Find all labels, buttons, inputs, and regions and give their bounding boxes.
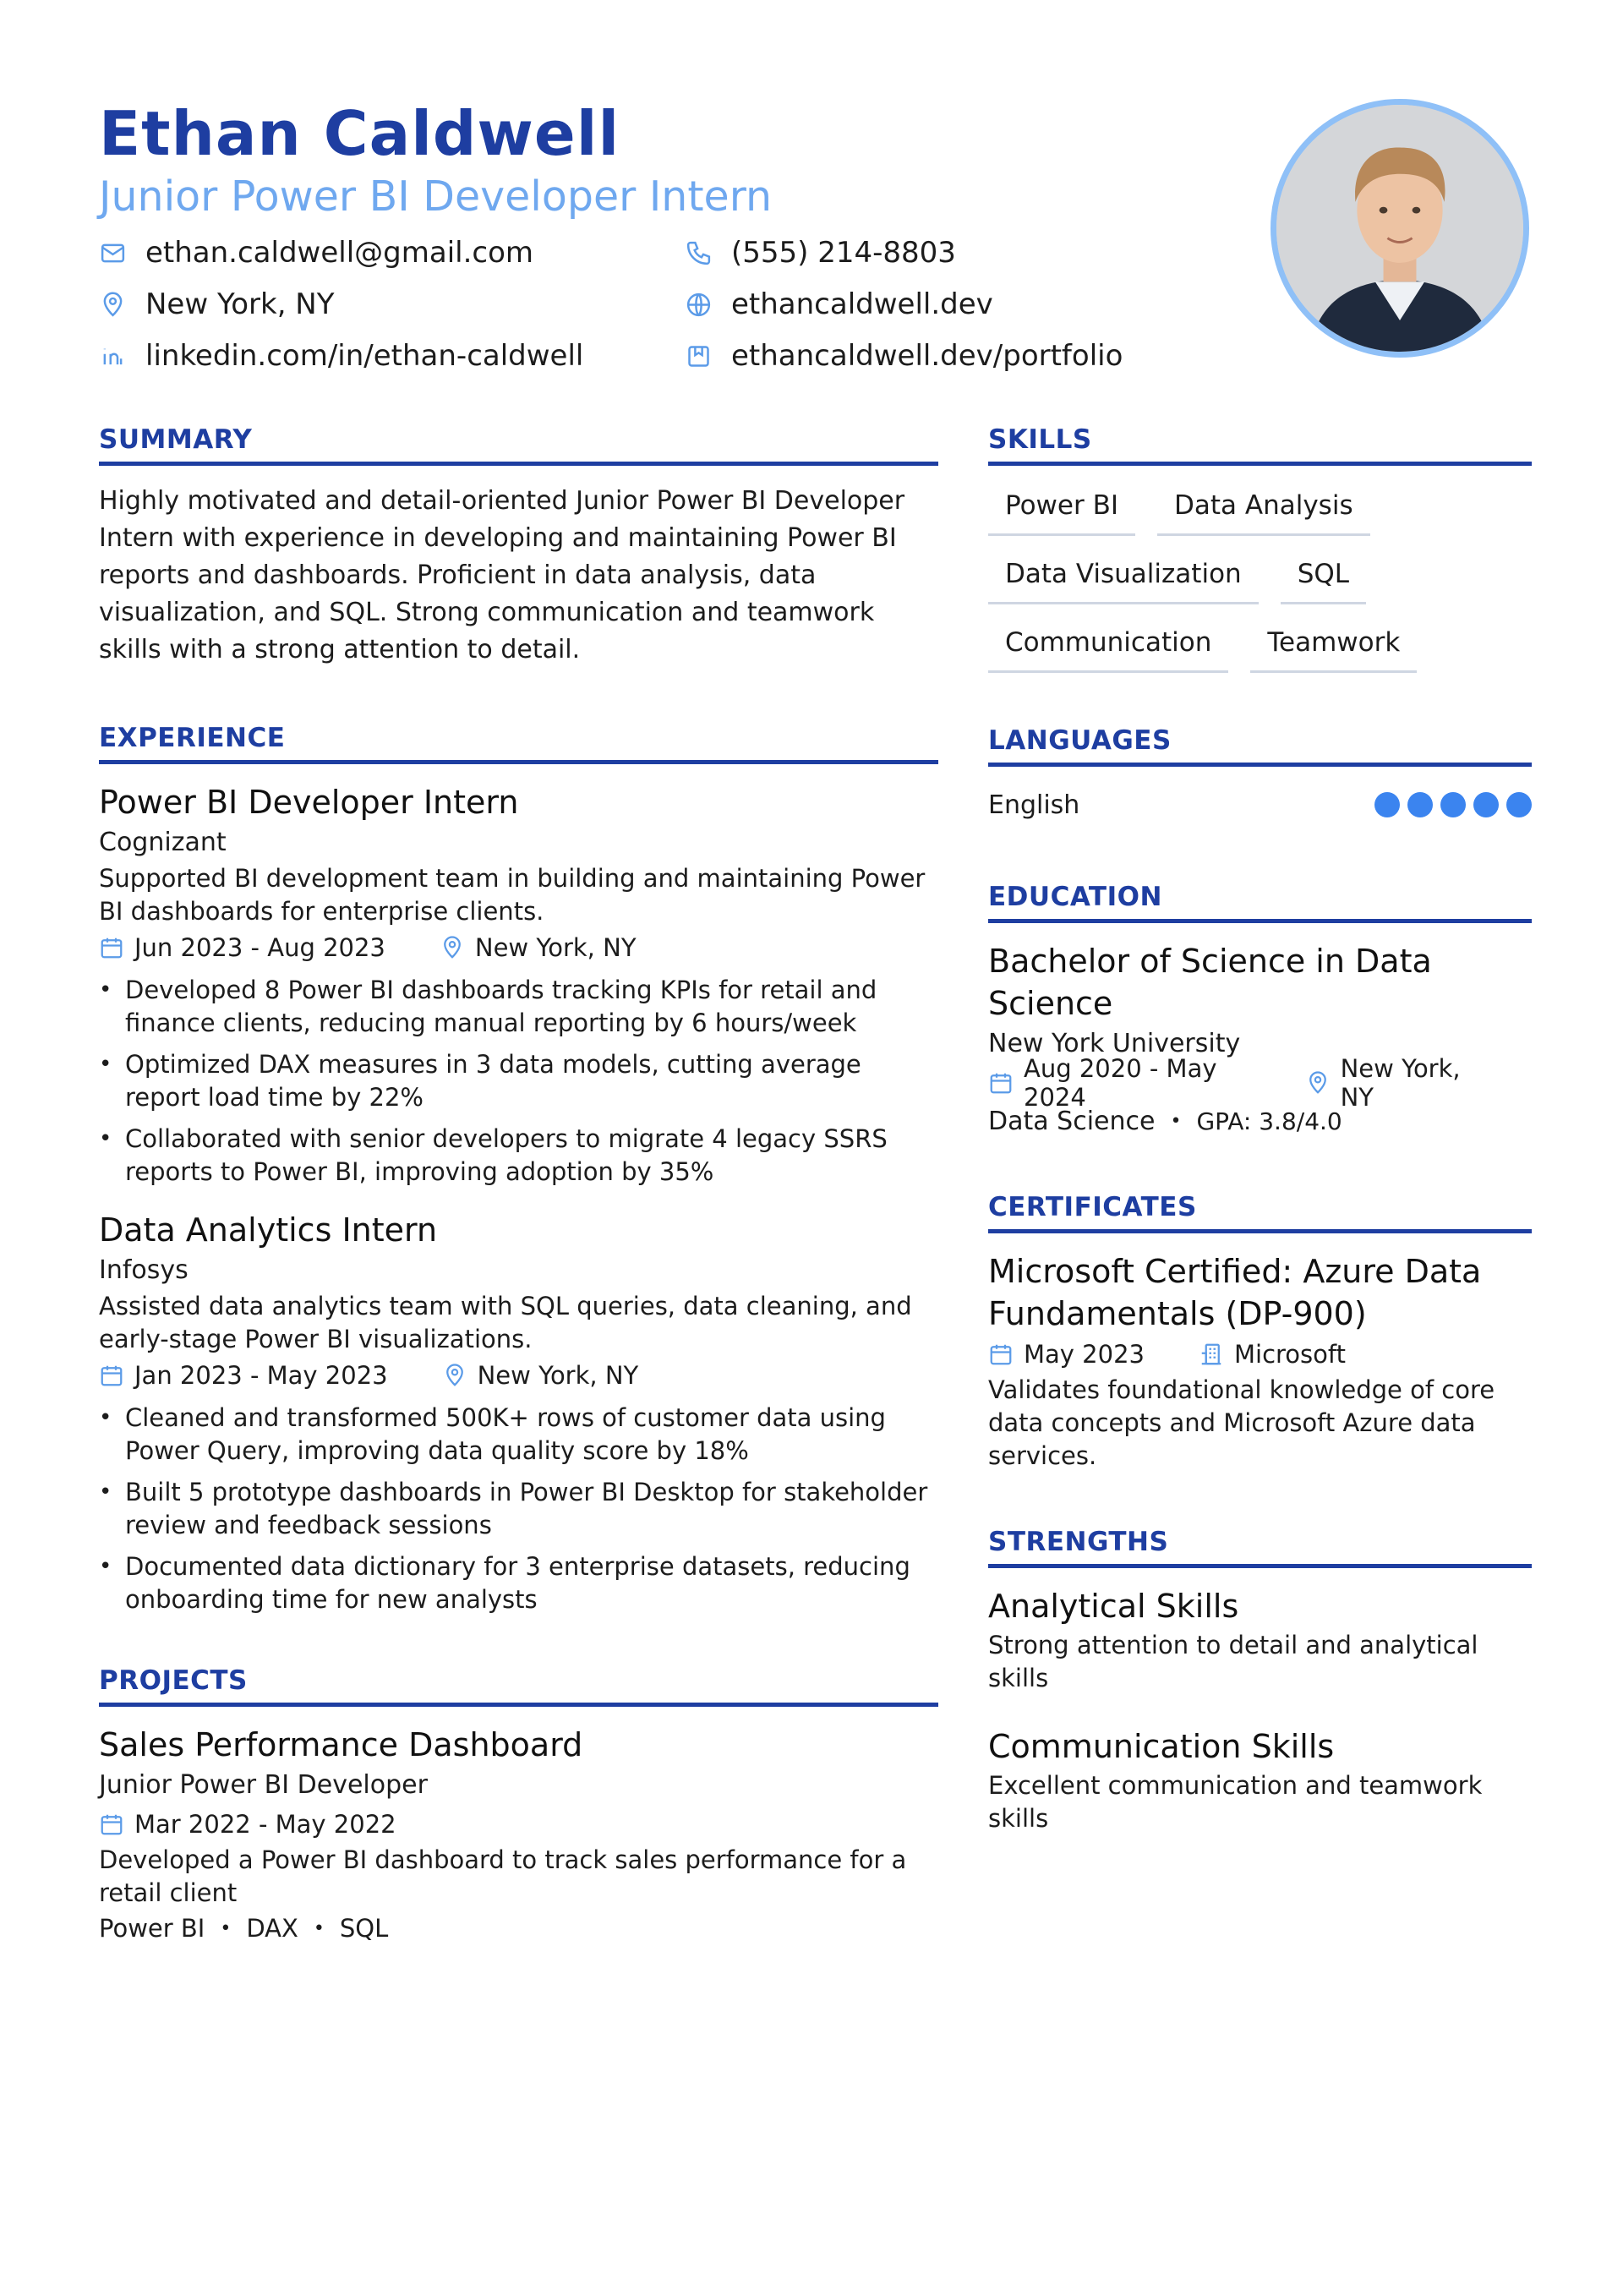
certificate-description: Validates foundational knowledge of core data concepts and Microsoft Azure data services. <box>988 1375 1495 1470</box>
tech-tag: DAX <box>246 1914 298 1943</box>
achievement-item: • Optimized DAX measures in 3 data models, cutting average report load time by 22% <box>99 1048 938 1114</box>
achievement-item: • Documented data dictionary for 3 enterprise datasets, reducing onboarding time for new analysts <box>99 1550 938 1616</box>
phone-text: (555) 214-8803 <box>731 236 956 270</box>
job-dates <box>99 1361 388 1390</box>
summary-section <box>99 423 938 669</box>
job-meta <box>99 928 938 967</box>
project-tech-tags <box>99 1910 938 1947</box>
contact-email[interactable] <box>99 237 685 269</box>
contact-portfolio[interactable] <box>685 340 1192 372</box>
section-heading-experience: EXPERIENCE <box>99 721 938 764</box>
gpa: GPA: 3.8/4.0 <box>1196 1107 1342 1135</box>
education-section <box>988 880 1532 1140</box>
proficiency-dot <box>1506 792 1532 817</box>
portfolio-text: ethancaldwell.dev/portfolio <box>731 339 1123 373</box>
experience-item <box>99 1209 938 1616</box>
contact-website[interactable] <box>685 288 1192 320</box>
languages-section <box>988 724 1532 826</box>
date-range: Jan 2023 - May 2023 <box>134 1361 388 1390</box>
education-location <box>1305 1054 1478 1112</box>
strength-item <box>988 1585 1532 1695</box>
strength-title: Communication Skills <box>988 1728 1335 1765</box>
tech-tag: SQL <box>339 1914 389 1943</box>
contact-location <box>99 288 685 320</box>
section-heading-projects: PROJECTS <box>99 1664 938 1707</box>
location-pin-icon <box>442 1363 467 1388</box>
strength-description: Strong attention to detail and analytical skills <box>988 1631 1478 1692</box>
job-title: Data Analytics Intern <box>99 1211 438 1249</box>
location-pin-icon <box>1305 1070 1331 1096</box>
section-heading-languages: LANGUAGES <box>988 724 1532 767</box>
project-item <box>99 1724 938 1947</box>
skill-tag: Communication <box>988 620 1228 673</box>
job-title: Power BI Developer Intern <box>99 784 519 821</box>
date-range: Jun 2023 - Aug 2023 <box>134 933 385 962</box>
calendar-icon <box>988 1070 1014 1096</box>
section-heading-summary: SUMMARY <box>99 423 938 466</box>
location-label: New York, NY <box>477 1361 639 1390</box>
proficiency-dots <box>1374 792 1532 817</box>
job-dates <box>99 933 385 962</box>
bookmark-square-icon <box>685 342 713 370</box>
job-meta <box>99 1356 938 1395</box>
skill-tag: SQL <box>1281 551 1366 604</box>
project-title: Sales Performance Dashboard <box>99 1726 583 1763</box>
location-pin-icon <box>440 935 465 960</box>
summary-text: Highly motivated and detail-oriented Junior Power BI Developer Intern with experience in developing and maintaining Power BI reports and dashboards. Proficient in data analysis, data visualization, and SQL. Strong communication and teamwork skills with a strong attention to detail. <box>99 486 905 664</box>
strength-title: Analytical Skills <box>988 1588 1239 1625</box>
certificate-meta <box>988 1335 1532 1374</box>
experience-item <box>99 781 938 1189</box>
section-heading-strengths: STRENGTHS <box>988 1525 1532 1568</box>
skill-tag: Data Visualization <box>988 551 1259 604</box>
education-dates <box>988 1054 1251 1112</box>
date-range: Mar 2022 - May 2022 <box>134 1810 396 1839</box>
strengths-section <box>988 1525 1532 1835</box>
skill-list <box>988 483 1512 673</box>
location-label: New York, NY <box>1340 1054 1461 1112</box>
job-achievements <box>99 1402 938 1616</box>
separator-dot: • <box>1170 1110 1182 1132</box>
right-column <box>988 423 1532 1835</box>
location-label: New York, NY <box>474 933 637 962</box>
linkedin-text: linkedin.com/in/ethan-caldwell <box>145 339 584 373</box>
job-location <box>442 1361 639 1390</box>
achievement-item: • Developed 8 Power BI dashboards tracking KPIs for retail and finance clients, reducing manual reporting by 6 hours/week <box>99 974 938 1040</box>
location-pin-icon <box>99 291 127 319</box>
proficiency-dot <box>1473 792 1499 817</box>
candidate-name: Ethan Caldwell <box>99 98 620 169</box>
building-icon <box>1199 1342 1224 1367</box>
education-meta <box>988 1054 1532 1112</box>
mail-icon <box>99 239 127 267</box>
company-name: Infosys <box>99 1255 189 1285</box>
project-role: Junior Power BI Developer <box>99 1770 428 1800</box>
separator-dot: • <box>220 1917 232 1939</box>
linkedin-icon <box>99 342 127 370</box>
field-of-study: Data Science <box>988 1106 1156 1136</box>
degree-title: Bachelor of Science in Data Science <box>988 943 1432 1022</box>
date-range: Aug 2020 - May 2024 <box>1024 1054 1217 1112</box>
phone-icon <box>685 239 713 267</box>
proficiency-dot <box>1374 792 1400 817</box>
project-description: Developed a Power BI dashboard to track sales performance for a retail client <box>99 1845 907 1907</box>
skill-tag: Teamwork <box>1250 620 1417 673</box>
portrait-illustration <box>1276 105 1523 352</box>
achievement-item: • Built 5 prototype dashboards in Power BI Desktop for stakeholder review and feedback sessions <box>99 1476 938 1542</box>
certificates-section <box>988 1190 1532 1473</box>
strength-description: Excellent communication and teamwork skills <box>988 1771 1483 1833</box>
company-name: Cognizant <box>99 828 227 857</box>
section-heading-skills: SKILLS <box>988 423 1532 466</box>
separator-dot: • <box>313 1917 325 1939</box>
section-heading-education: EDUCATION <box>988 880 1532 923</box>
email-text: ethan.caldwell@gmail.com <box>145 236 534 270</box>
issuer-name: Microsoft <box>1233 1340 1346 1369</box>
website-text: ethancaldwell.dev <box>731 287 993 321</box>
skill-tag: Data Analysis <box>1157 483 1370 536</box>
language-row <box>988 784 1532 826</box>
project-meta <box>99 1805 938 1844</box>
proficiency-dot <box>1407 792 1433 817</box>
achievement-item: • Collaborated with senior developers to migrate 4 legacy SSRS reports to Power BI, improving adoption by 35% <box>99 1123 938 1189</box>
school-name: New York University <box>988 1029 1241 1058</box>
contact-list <box>99 237 1198 372</box>
certificate-date <box>988 1340 1145 1369</box>
location-text: New York, NY <box>145 287 335 321</box>
certificate-issuer <box>1199 1340 1346 1369</box>
left-column <box>99 423 938 1947</box>
skill-tag: Power BI <box>988 483 1135 536</box>
achievement-item: • Cleaned and transformed 500K+ rows of customer data using Power Query, improving data quality score by 18% <box>99 1402 938 1468</box>
calendar-icon <box>988 1342 1014 1367</box>
job-description: Assisted data analytics team with SQL queries, data cleaning, and early-stage Power BI visualizations. <box>99 1292 912 1353</box>
certificate-title: Microsoft Certified: Azure Data Fundamentals (DP-900) <box>988 1253 1482 1332</box>
job-achievements <box>99 974 938 1189</box>
contact-linkedin[interactable] <box>99 340 685 372</box>
language-name: English <box>988 790 1080 820</box>
project-dates <box>99 1810 396 1839</box>
tech-tag: Power BI <box>99 1914 205 1943</box>
calendar-icon <box>99 1812 124 1837</box>
strength-item <box>988 1725 1532 1835</box>
contact-phone[interactable] <box>685 237 1192 269</box>
projects-section <box>99 1664 938 1947</box>
calendar-icon <box>99 1363 124 1388</box>
section-heading-certificates: CERTIFICATES <box>988 1190 1532 1233</box>
calendar-icon <box>99 935 124 960</box>
globe-icon <box>685 291 713 319</box>
profile-photo <box>1271 99 1529 358</box>
candidate-role: Junior Power BI Developer Intern <box>99 172 773 221</box>
skills-section <box>988 423 1532 673</box>
date-label: May 2023 <box>1024 1340 1145 1369</box>
proficiency-dot <box>1440 792 1466 817</box>
job-location <box>440 933 637 962</box>
job-description: Supported BI development team in building and maintaining Power BI dashboards for enterprise clients. <box>99 864 926 926</box>
experience-section <box>99 721 938 1616</box>
